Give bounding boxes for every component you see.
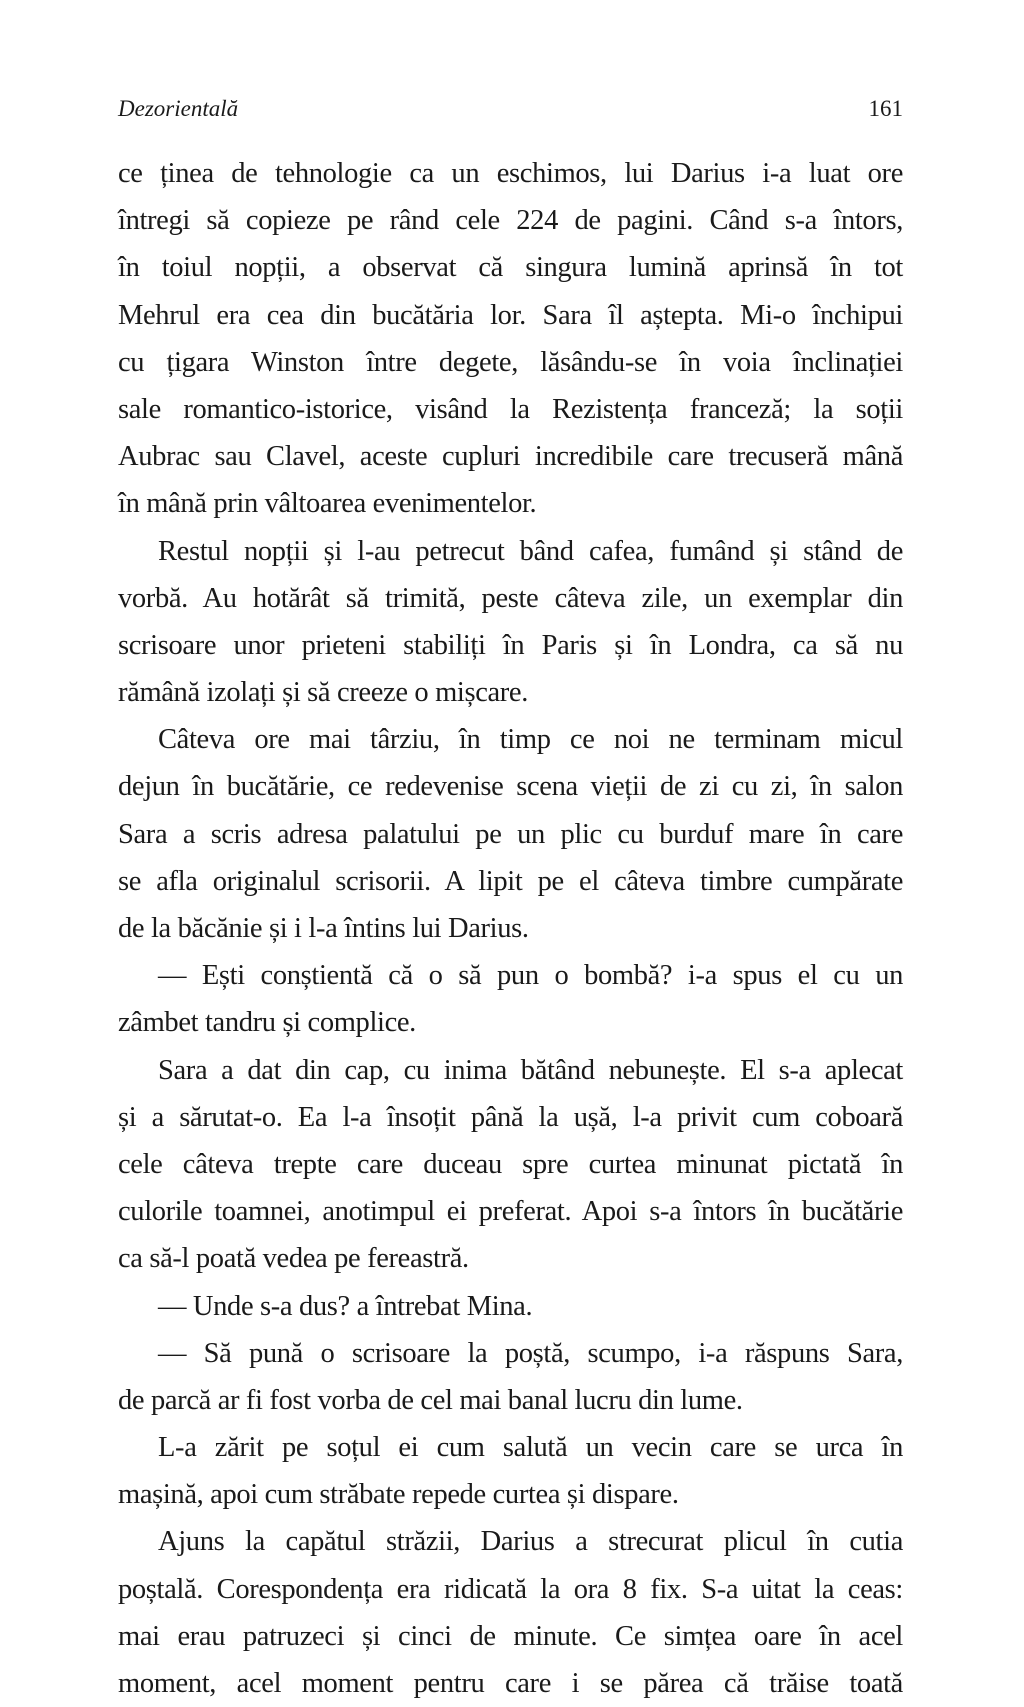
text-line: moment, acel moment pentru care i se părea că trăise toată: [118, 1668, 903, 1699]
text-line: zâmbet tandru și complice.: [118, 1007, 416, 1039]
text-line: dejun în bucătărie, ce redevenise scena vieții de zi cu zi, în salon: [118, 771, 903, 803]
text-line: culorile toamnei, anotimpul ei preferat. Apoi s-a întors în bucătărie: [118, 1196, 903, 1228]
text-line: Aubrac sau Clavel, aceste cupluri incredibile care trecuseră mână: [118, 441, 903, 473]
text-line: poștală. Corespondența era ridicată la ora 8 fix. S-a uitat la ceas:: [118, 1573, 903, 1605]
text-line: Câteva ore mai târziu, în timp ce noi ne terminam micul: [158, 724, 903, 756]
text-line: și a sărutat-o. Ea l-a însoțit până la ușă, l-a privit cum coboară: [118, 1101, 903, 1133]
text-line: ca să-l poată vedea pe fereastră.: [118, 1243, 469, 1275]
text-line: L-a zărit pe soțul ei cum salută un vecin care se urca în: [158, 1432, 903, 1464]
text-line: în mână prin vâltoarea evenimentelor.: [118, 488, 537, 520]
text-line: Ajuns la capătul străzii, Darius a strecurat plicul în cutia: [158, 1526, 903, 1558]
text-line: rămână izolați și să creeze o mișcare.: [118, 677, 529, 709]
text-line: mai erau patruzeci și cinci de minute. Ce simțea oare în acel: [118, 1620, 903, 1652]
text-line: — Unde s-a dus? a întrebat Mina.: [158, 1290, 533, 1322]
text-line: întregi să copieze pe rând cele 224 de pagini. Când s-a întors,: [118, 205, 903, 237]
text-line: se afla originalul scrisorii. A lipit pe el câteva timbre cumpărate: [118, 865, 903, 897]
text-line: sale romantico-istorice, visând la Rezistența franceză; la soții: [118, 393, 903, 425]
text-line: în toiul nopții, a observat că singura lumină aprinsă în tot: [118, 252, 903, 284]
text-line: Sara a dat din cap, cu inima bătând nebunește. El s-a aplecat: [158, 1054, 903, 1086]
text-line: cu țigara Winston între degete, lăsându-se în voia înclinației: [118, 346, 903, 378]
text-line: — Ești conștientă că o să pun o bombă? i-a spus el cu un: [158, 960, 903, 992]
text-line: — Să pună o scrisoare la poștă, scumpo, i-a răspuns Sara,: [158, 1337, 903, 1369]
text-line: vorbă. Au hotărât să trimită, peste câteva zile, un exemplar din: [118, 582, 903, 614]
text-line: cele câteva trepte care duceau spre curtea minunat pictată în: [118, 1148, 903, 1180]
body-text: [118, 150, 903, 1707]
text-line: Sara a scris adresa palatului pe un plic cu burduf mare în care: [118, 818, 903, 850]
text-line: de la băcănie și i l-a întins lui Darius.: [118, 913, 529, 944]
running-header: [118, 94, 903, 124]
page-number: 161: [868, 96, 903, 121]
text-line: ce ținea de tehnologie ca un eschimos, lui Darius i-a luat ore: [118, 158, 903, 189]
text-line: Restul nopții și l-au petrecut bând cafea, fumând și stând de: [158, 535, 903, 567]
text-line: Mehrul era cea din bucătăria lor. Sara îl aștepta. Mi-o închipui: [118, 299, 903, 331]
text-line: scrisoare unor prieteni stabiliți în Paris și în Londra, ca să nu: [118, 629, 903, 661]
text-line: de parcă ar fi fost vorba de cel mai banal lucru din lume.: [118, 1384, 743, 1416]
text-line: mașină, apoi cum străbate repede curtea și dispare.: [118, 1479, 679, 1511]
running-title: Dezorientală: [118, 96, 239, 121]
